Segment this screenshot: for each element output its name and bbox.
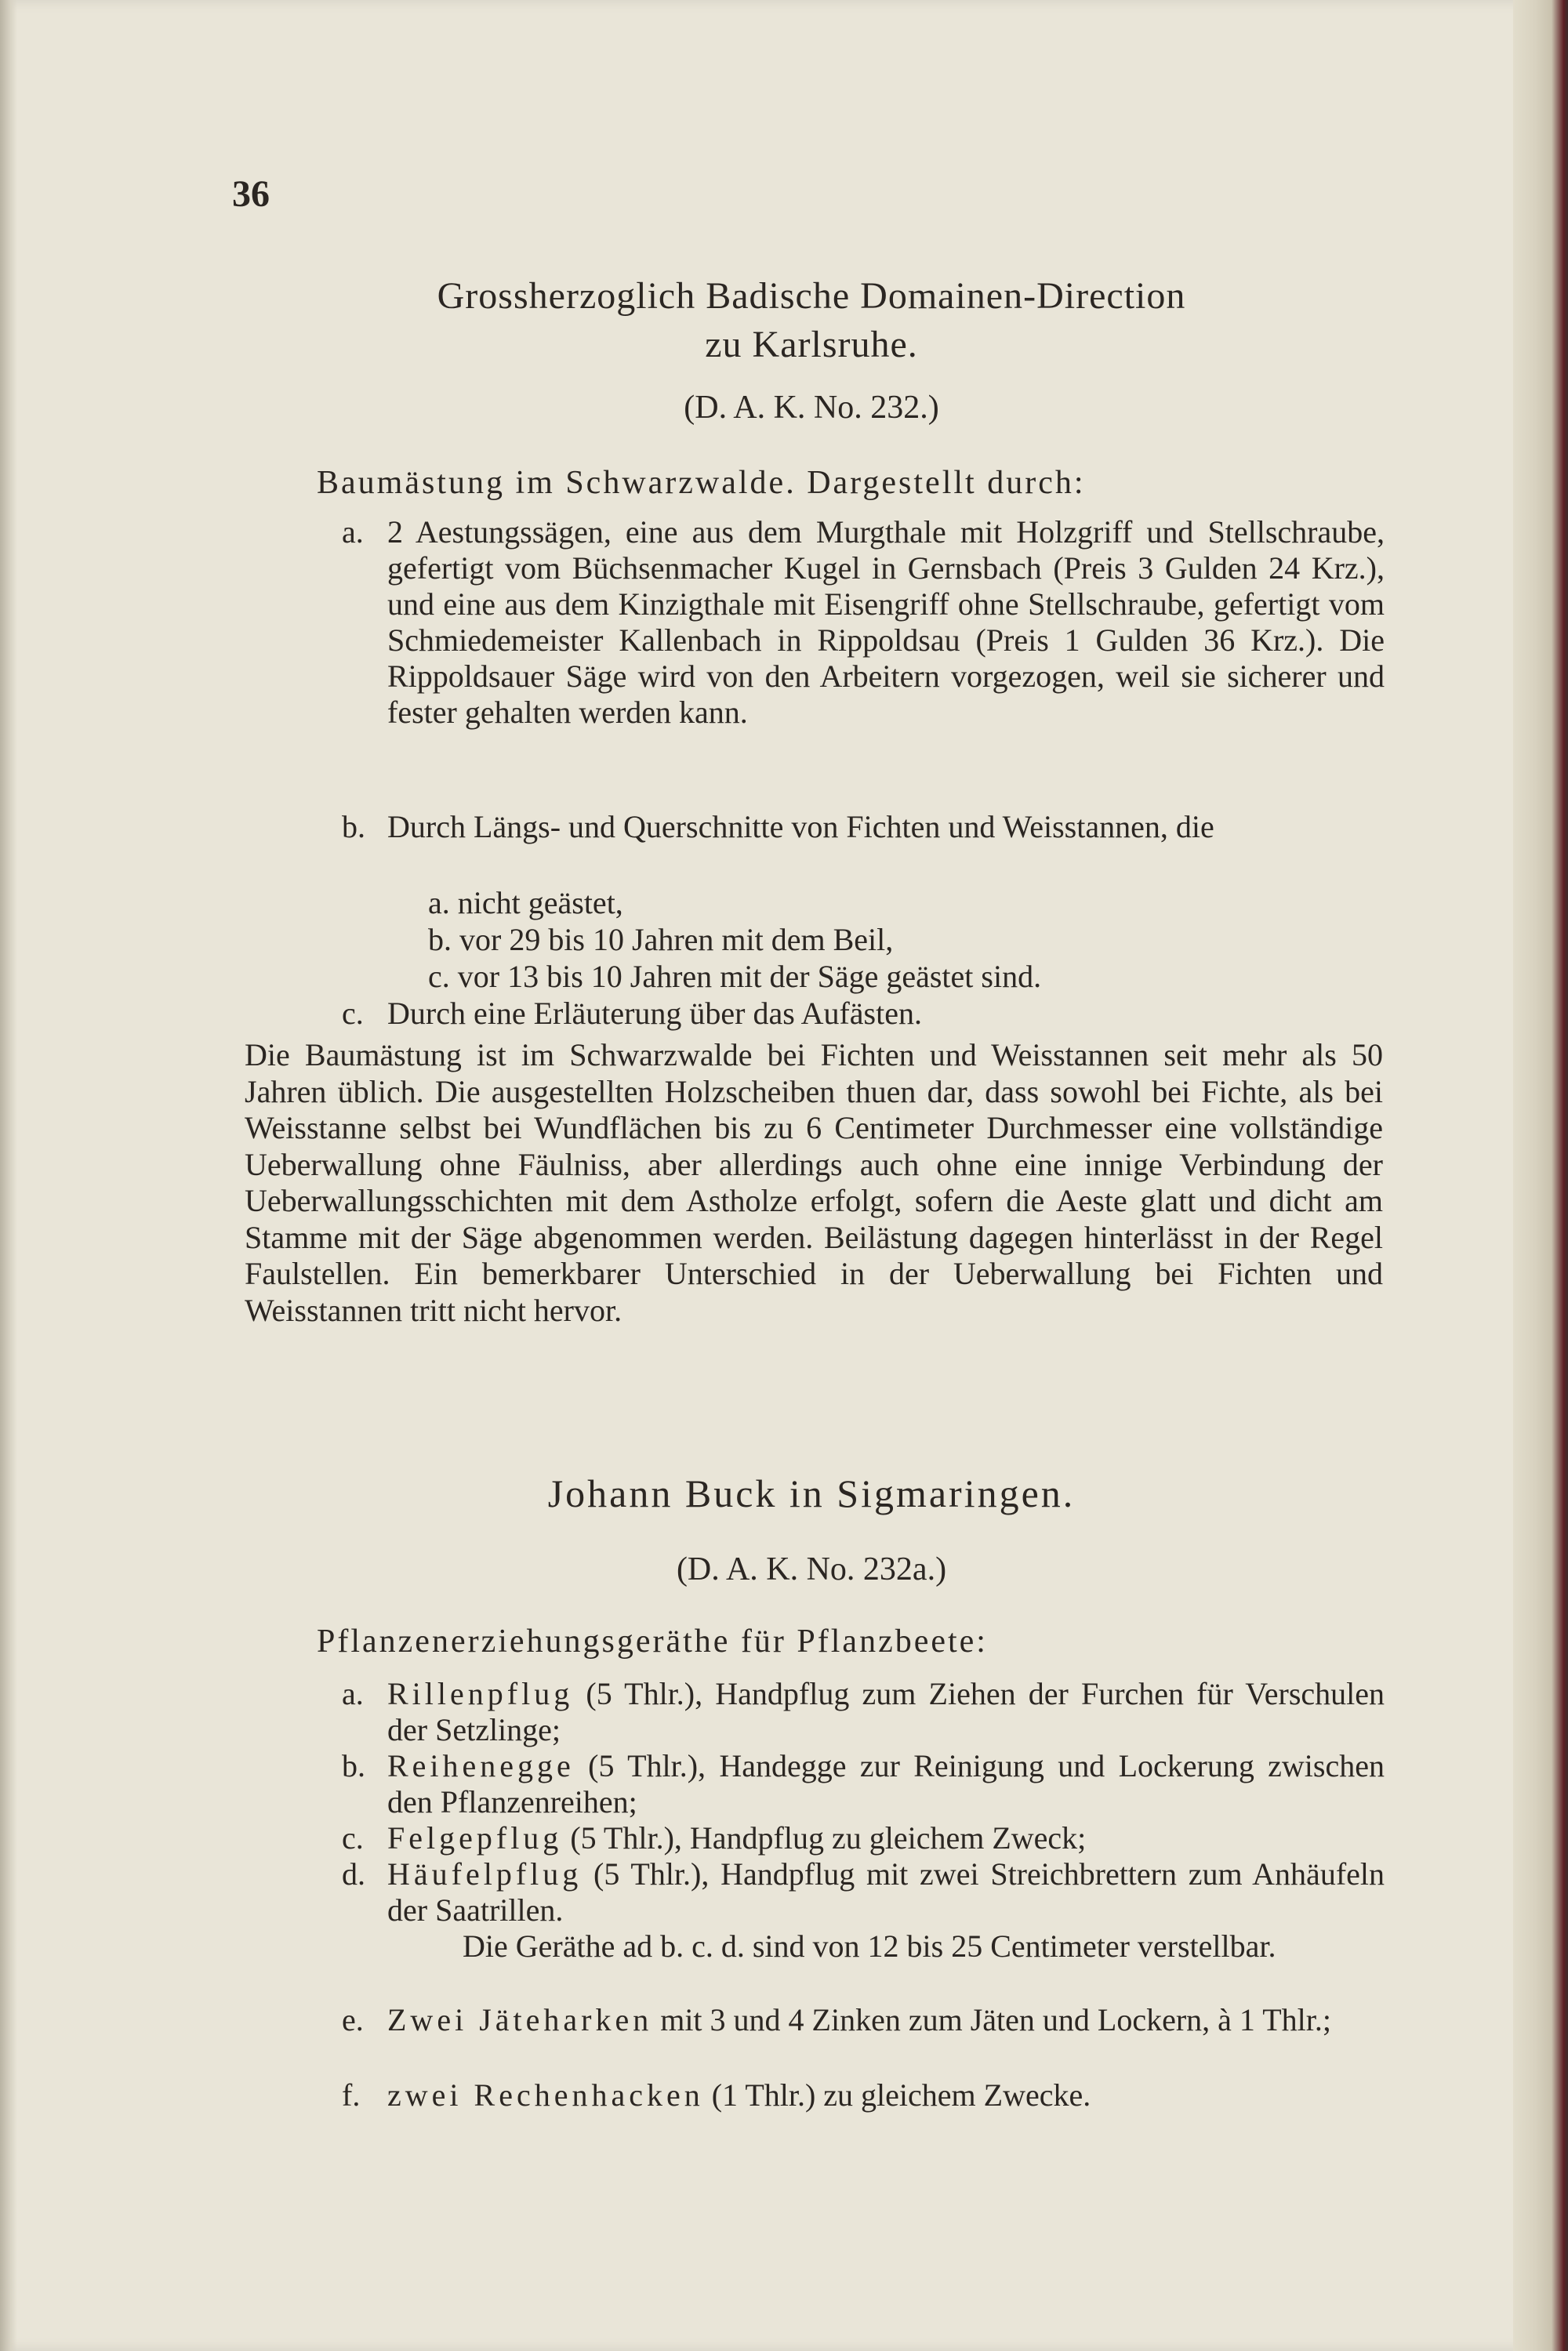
item-label: e. [342, 2002, 364, 2037]
section2-catalog-ref: (D. A. K. No. 232a.) [676, 1551, 947, 1587]
page-number: 36 [232, 173, 270, 215]
section1-title-line1: Grossherzoglich Badische Domainen-Direction [437, 275, 1186, 317]
item-text: Durch eine Erläuterung über das Aufästen. [387, 996, 922, 1031]
subitem-label: a. [428, 885, 450, 920]
section1-title-line2: zu Karlsruhe. [705, 324, 918, 365]
page-left-edge [0, 0, 17, 2351]
section1-subitem-b [428, 921, 893, 958]
section1-subitem-c [428, 958, 1041, 995]
item-text: mit 3 und 4 Zinken zum Jäten und Lockern, à 1 Thlr.; [660, 2002, 1331, 2037]
item-name: Reihenegge [387, 1748, 575, 1783]
item-text: Durch Längs- und Querschnitte von Fichten und Weisstannen, die [387, 809, 1214, 844]
item-label: c. [342, 1820, 364, 1856]
item-label: a. [342, 514, 364, 550]
item-label: b. [342, 809, 365, 844]
item-name: Zwei Jäteharken [387, 2002, 653, 2037]
section1-catalog-ref: (D. A. K. No. 232.) [684, 390, 939, 426]
subitem-text: vor 13 bis 10 Jahren mit der Säge geästet sind. [457, 959, 1042, 994]
section1-subitem-a [428, 884, 623, 921]
item-label: b. [342, 1748, 365, 1783]
item-name: Felgepflug [387, 1820, 563, 1856]
item-text: (1 Thlr.) zu gleichem Zwecke. [711, 2077, 1091, 2113]
item-text: (5 Thlr.), Handpflug zum Ziehen der Furchen für Verschulen der Setzlinge; [387, 1676, 1385, 1747]
item-text: (5 Thlr.), Handpflug mit zwei Streichbrettern zum Anhäufeln der Saatrillen. [387, 1856, 1385, 1928]
subitem-label: c. [428, 959, 450, 994]
item-name: Häufelpflug [387, 1856, 583, 1892]
subitem-label: b. [428, 922, 452, 957]
section2-title: Johann Buck in Sigmaringen. [547, 1471, 1076, 1515]
section1-paragraph: Die Baumästung ist im Schwarzwalde bei Fichten und Weisstannen seit mehr als 50 Jahren üblich. Die ausgestellten Holzscheiben thuen dar, dass sowohl bei Fichte, als bei Weisstanne selbst bei Wundflächen bis zu 6 Centimeter Durchmesser eine vollständige Ueberwallung ohne Fäulniss, aber allerdings auch ohne eine innige Verbindung der Ueberwallungsschichten mit dem Astholze erfolgt, sofern die Aeste glatt und dicht am Stamme mit der Säge abgenommen werden. Beilästung dagegen hinterlässt in der Regel Faulstellen. Ein bemerkbarer Unterschied in der Ueberwallung bei Fichten und Weisstannen tritt nicht hervor. [245, 1037, 1383, 1328]
section1-intro: Baumästung im Schwarzwalde. Dargestellt durch: [317, 465, 1086, 501]
section2-note [387, 1928, 1385, 1965]
item-name: Rillenpflug [387, 1676, 574, 1711]
subitem-text: nicht geästet, [457, 885, 623, 920]
item-label: c. [342, 996, 364, 1031]
item-text: 2 Aestungssägen, eine aus dem Murgthale mit Holzgriff und Stellschraube, gefertigt vom Büchsenmacher Kugel in Gernsbach (Preis 3 Gulden 24 Krz.), und eine aus dem Kinzigthale mit Eisengriff ohne Stellschraube, gefertigt vom Schmiedemeister Kallenbach in Rippoldsau (Preis 1 Gulden 36 Krz.). Die Rippoldsauer Säge wird von den Arbeitern vorgezogen, weil sie sicherer und fester gehalten werden kann. [387, 514, 1385, 730]
item-label: d. [342, 1856, 365, 1892]
item-label: f. [342, 2077, 361, 2113]
book-spine [1513, 0, 1568, 2351]
item-text: (5 Thlr.), Handegge zur Reinigung und Lockerung zwischen den Pflanzenreihen; [387, 1748, 1385, 1819]
item-text: (5 Thlr.), Handpflug zu gleichem Zweck; [570, 1820, 1087, 1856]
subitem-text: vor 29 bis 10 Jahren mit dem Beil, [459, 922, 894, 957]
section2-intro: Pflanzenerziehungsgeräthe für Pflanzbeete: [317, 1624, 988, 1660]
item-name: zwei Rechenhacken [387, 2077, 704, 2113]
item-label: a. [342, 1676, 364, 1711]
item-text: Die Geräthe ad b. c. d. sind von 12 bis 25 Centimeter verstellbar. [463, 1928, 1276, 1964]
